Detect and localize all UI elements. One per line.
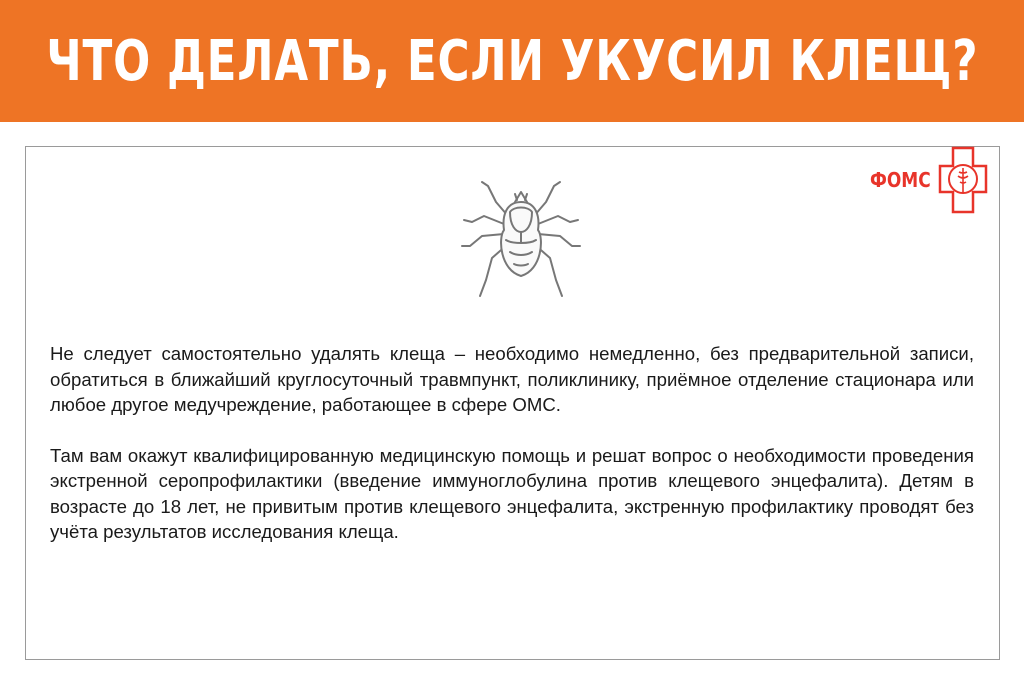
paragraph-removal-advice: Не следует самостоятельно удалять клеща – необходимо немедленно, без предварительной записи, обратиться в ближайший круглосуточный травмпункт, поликлинику, приёмное отделение стационара или любое другое медучреждение, работающее в сфере ОМС. <box>50 343 974 415</box>
tick-icon <box>458 180 584 302</box>
body-text <box>50 341 974 545</box>
header-banner <box>0 0 1024 122</box>
paragraph-medical-help: Там вам окажут квалифицированную медицинскую помощь и решат вопрос о необходимости проведения экстренной серопрофилактики (введение иммуноглобулина против клещевого энцефалита). Детям в возрасте до 18 лет, не привитым против клещевого энцефалита, экстренную профилактику проводят без учёта результатов исследования клеща. <box>50 444 974 542</box>
foms-logo <box>870 146 988 214</box>
medical-cross-icon <box>938 146 988 214</box>
page-title: ЧТО ДЕЛАТЬ, ЕСЛИ УКУСИЛ КЛЕЩ? <box>46 28 978 94</box>
logo-text: ФОМС <box>870 168 931 192</box>
